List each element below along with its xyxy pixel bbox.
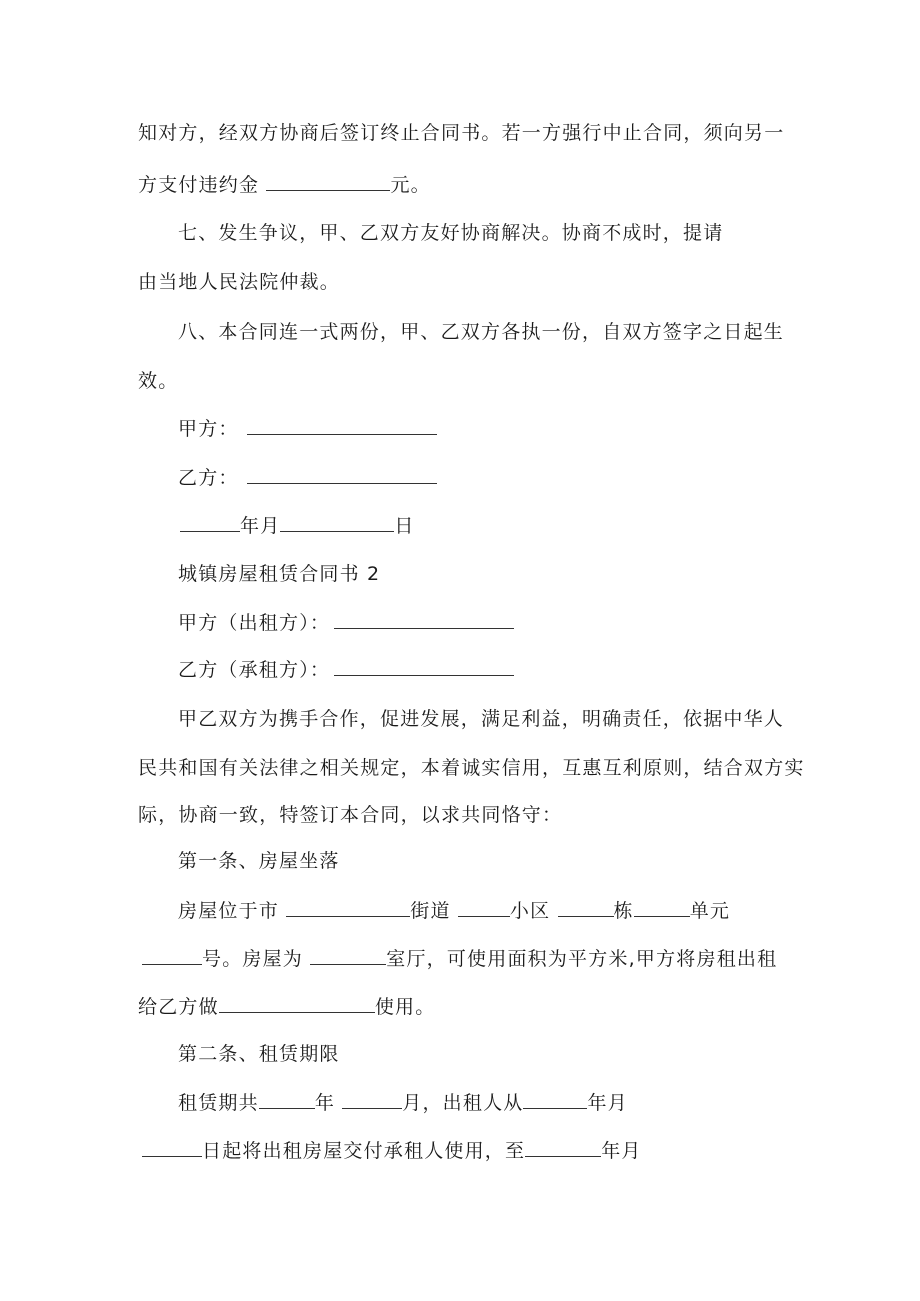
paragraph-line (138, 994, 435, 1019)
text: 室厅，可使用面积为平方米,甲方将房租出租 (386, 948, 778, 970)
paragraph-line (138, 172, 431, 197)
paragraph-line (138, 121, 784, 145)
text: 际，协商一致，特签订本合同，以求共同恪守： (138, 804, 563, 826)
lessee-line (178, 657, 514, 682)
end-year-blank (525, 1138, 601, 1157)
party-b-blank (247, 465, 437, 484)
text: 单元 (689, 900, 731, 922)
text: 房屋位于市 (178, 900, 287, 922)
title: 城镇房屋租赁合同书 2 (178, 563, 381, 585)
text: 街道 (410, 900, 458, 922)
paragraph-line (138, 803, 562, 827)
paragraph-line (138, 369, 178, 393)
lessee-blank (334, 657, 514, 676)
article-2-title (178, 1042, 340, 1066)
article-1-title (178, 849, 340, 873)
heading: 第二条、租赁期限 (178, 1043, 340, 1065)
heading: 第一条、房屋坐落 (178, 850, 340, 872)
paragraph-line (178, 320, 784, 344)
text: 栋 (613, 900, 634, 922)
date-line (180, 513, 415, 538)
text: 年 (314, 1092, 343, 1114)
paragraph-line (178, 707, 784, 731)
years-blank (259, 1090, 315, 1109)
party-b-signature-line (178, 465, 437, 490)
penalty-amount-blank (266, 172, 390, 191)
months-blank (342, 1090, 402, 1109)
text: 八、本合同连一式两份，甲、乙双方各执一份，自双方签字之日起生 (178, 321, 785, 343)
day-blank (280, 513, 394, 532)
text: 由当地人民法院仲裁。 (138, 271, 341, 293)
contract-title (178, 562, 380, 586)
lessor-line (178, 610, 514, 635)
unit-blank (634, 898, 690, 917)
text: 日起将出租房屋交付承租人使用，至 (202, 1140, 526, 1162)
paragraph-line (142, 946, 777, 971)
year-blank (180, 513, 240, 532)
paragraph-line (142, 1138, 642, 1163)
text: 知对方，经双方协商后签订终止合同书。若一方强行中止合同，须向另一 (138, 122, 785, 144)
text: 给乙方做 (138, 996, 219, 1018)
start-day-blank (142, 1138, 202, 1157)
text: 小区 (509, 900, 558, 922)
party-a-signature-line (178, 416, 437, 441)
text: 方支付违约金 (138, 174, 267, 196)
label: 乙方（承租方）： (178, 659, 331, 681)
text: 月，出租人从 (402, 1092, 524, 1114)
text: 年月 (240, 515, 281, 537)
rooms-blank (310, 946, 386, 965)
text: 民共和国有关法律之相关规定，本着诚实信用，互惠互利原则，结合双方实 (138, 757, 805, 779)
lessor-blank (334, 610, 514, 629)
text: 日 (394, 515, 415, 537)
paragraph-line (178, 1090, 628, 1115)
city-blank (286, 898, 410, 917)
building-blank (558, 898, 614, 917)
text: 号。房屋为 (202, 948, 311, 970)
text: 效。 (138, 370, 179, 392)
paragraph-line (138, 270, 340, 294)
text: 甲乙双方为携手合作，促进发展，满足利益，明确责任，依据中华人 (178, 708, 785, 730)
community-blank (458, 898, 510, 917)
text: 租赁期共 (178, 1092, 259, 1114)
text: 年月 (587, 1092, 628, 1114)
text: 元。 (390, 174, 431, 196)
text: 年月 (601, 1140, 642, 1162)
start-year-blank (523, 1090, 587, 1109)
paragraph-line (178, 898, 730, 923)
paragraph-line (138, 756, 805, 780)
text: 使用。 (374, 996, 436, 1018)
label: 乙方： (178, 467, 239, 489)
purpose-blank (219, 994, 375, 1013)
label: 甲方（出租方）： (178, 612, 331, 634)
number-blank (142, 946, 202, 965)
paragraph-line (178, 221, 723, 245)
party-a-blank (247, 416, 437, 435)
text: 七、发生争议，甲、乙双方友好协商解决。协商不成时，提请 (178, 222, 724, 244)
label: 甲方： (178, 418, 239, 440)
